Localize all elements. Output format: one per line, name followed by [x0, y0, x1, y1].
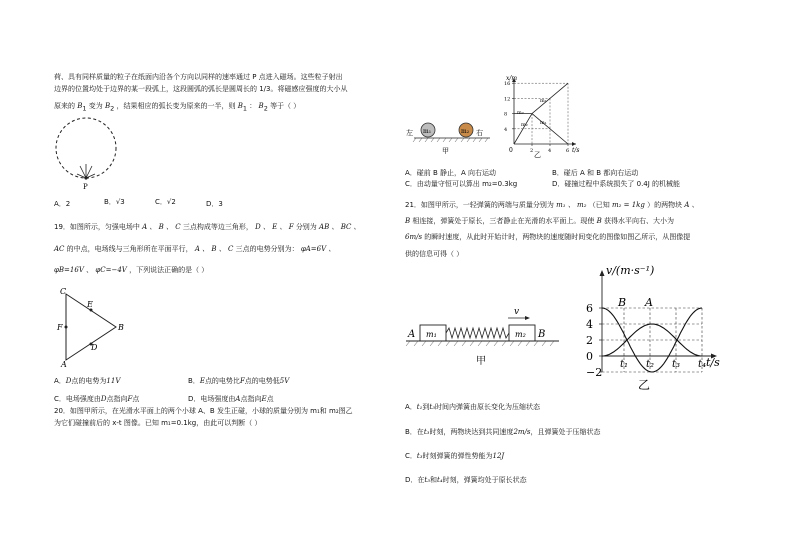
q21-x-axis-unit: t/s — [706, 356, 720, 369]
q18-option-a: A．2 — [54, 200, 71, 208]
q20-x-tick-label: 4 — [548, 148, 552, 154]
q19-point-f: F — [57, 323, 63, 332]
q21-y-axis-unit: v/(m·s⁻¹) — [606, 264, 655, 277]
q21-option-c: C．t₃时刻弹簧的弹性势能为12J — [405, 452, 505, 460]
q20-option-b: B．碰后 A 和 B 都向右运动 — [552, 169, 639, 177]
q19-text-line3: φB=16V 、 φC=−4V ，下列说法正确的是（ ） — [54, 266, 209, 274]
q21-text-line4: 供的信息可得（ ） — [405, 250, 464, 258]
q21-label-a: A — [408, 329, 416, 340]
q18-point-p-label: P — [83, 183, 88, 191]
q20-line-label-m2-before: m₂ — [517, 110, 524, 116]
q21-y-tick-label: 6 — [586, 302, 593, 315]
q20-option-c: C．由动量守恒可以算出 m₂=0.3kg — [405, 180, 518, 188]
q18-option-d: D．3 — [206, 200, 223, 208]
q20-text-line1: 20．如图甲所示，在光滑水平面上的两个小球 A、B 发生正碰，小球的质量分别为 m₁和 m₂图乙 — [54, 407, 353, 415]
q19-point-d: D — [91, 343, 98, 352]
q20-origin-label: 0 — [509, 147, 513, 154]
q18-option-c: C．√2 — [155, 198, 176, 206]
q18-option-b: B．√3 — [104, 198, 125, 206]
q20-x-tick-label: 2 — [530, 148, 534, 154]
q21-y-tick-label: 4 — [586, 318, 593, 331]
q19-point-e: E — [87, 300, 93, 309]
q21-y-tick-label: 0 — [586, 350, 593, 363]
q21-option-d: D．在t₃和t₄时刻，弹簧均处于原长状态 — [405, 476, 527, 484]
q20-y-axis-unit: x/m — [506, 75, 518, 82]
q21-y-tick-label: −2 — [586, 366, 603, 379]
q20-label-yi: 乙 — [534, 151, 541, 159]
q19-vertex-b: B — [118, 323, 124, 332]
q18-text-line3: 原来的 $B_1$ 变为 $B_2$ ，结果相应的弧长变为原来的一半，则 $B_1$ ： $B_2$ 等于（ ） — [54, 102, 301, 113]
q20-y-tick-label: 12 — [504, 96, 511, 103]
q20-ball-m2-label: m₂ — [461, 128, 470, 135]
q19-option-b: B．E点的电势比F点的电势低5V — [188, 377, 290, 385]
q20-xt-graph — [494, 74, 584, 158]
q19-triangle-figure — [56, 286, 136, 368]
q21-text-line3: 6m/s 的瞬时速度，从此时开始计时，两物块的速度随时间变化的图像如图乙所示，从图像提 — [405, 233, 691, 241]
q21-x-tick-label: t₂ — [646, 359, 655, 370]
q19-option-c: C．电场强度由D点指向F点 — [54, 395, 140, 403]
q21-curve-label-b: B — [618, 296, 627, 309]
q20-y-tick-label: 8 — [504, 111, 508, 118]
q20-label-jia: 甲 — [442, 147, 449, 155]
q21-text-line2: B 相连接，弹簧处于原长，三者静止在光滑的水平面上。现使 B 获得水平向右、大小为 — [405, 217, 675, 225]
q20-x-axis-unit: t/s — [572, 147, 580, 154]
q21-figure-jia — [404, 300, 564, 368]
q20-left-label: 左 — [406, 129, 413, 137]
q19-text-line1: 19．如图所示，匀强电场中 A 、 B 、 C 三点构成等边三角形， D 、 E 、 F 分别为 AB 、 BC 、 — [54, 223, 361, 231]
q21-vt-graph — [574, 260, 734, 392]
q20-option-a: A．碰前 B 静止，A 向右运动 — [405, 169, 497, 177]
q19-vertex-c: C — [60, 287, 67, 296]
q21-velocity-label: v — [514, 307, 520, 317]
q20-y-tick-label: 4 — [504, 126, 508, 133]
q20-line-label-m1-before: m₁ — [540, 98, 547, 104]
q18-text-line2: 边界的位置均处于边界的某一段弧上，这段圆弧的弧长是圆周长的 1/3。将磁感应强度的大小从 — [54, 85, 348, 93]
q19-vertex-a: A — [61, 360, 67, 369]
q21-curve-label-a: A — [645, 296, 653, 309]
q21-label-b: B — [538, 329, 546, 340]
q21-option-b: B．在t₃时刻，两物块达到共同速度2m/s，且弹簧处于压缩状态 — [405, 428, 601, 436]
q19-option-a: A．D点的电势为11V — [54, 377, 121, 385]
q19-text-line2: AC 的中点，电场线与三角形所在平面平行， A 、 B 、 C 三点的电势分别为： φA=6V 、 — [54, 245, 336, 253]
q20-figure-jia — [404, 118, 496, 158]
q21-x-tick-label: t₁ — [620, 359, 629, 370]
q20-line-label-m2-after: m₂ — [521, 122, 528, 128]
q20-option-d: D．碰撞过程中系统损失了 0.4J 的机械能 — [552, 180, 681, 188]
q21-option-a: A．t₁到t₃时间内弹簧由原长变化为压缩状态 — [405, 403, 541, 411]
q20-ball-m1-label: m₁ — [423, 128, 432, 135]
q20-line-label-m1-after: m₁ — [540, 120, 547, 126]
q21-label-jia: 甲 — [476, 356, 486, 367]
q21-text-line1: 21．如图甲所示，一轻弹簧的两端与质量分别为 m₁ 、 m₂ （已知 m₂ = 1kg ）的两物块 A 、 — [405, 201, 699, 209]
q20-y-tick-label: 16 — [504, 81, 511, 88]
q21-block-m1-label: m₁ — [426, 330, 437, 339]
q21-x-tick-label: t₄ — [698, 359, 707, 370]
q19-option-d: D．电场强度由A点指向E点 — [188, 395, 274, 403]
q18-text-line1: 荷、具有同样质量的粒子在纸面内沿各个方向以同样的速率通过 P 点进入磁场。这些粒子射出 — [54, 73, 343, 81]
q21-x-tick-label: t₃ — [672, 359, 681, 370]
q21-y-tick-label: 2 — [586, 334, 593, 347]
q18-circle-figure — [50, 118, 130, 194]
q21-block-m2-label: m₂ — [515, 330, 526, 339]
q20-x-tick-label: 6 — [566, 148, 570, 154]
q20-right-label: 右 — [476, 129, 483, 137]
q20-text-line2: 为它们碰撞前后的 x-t 图像。已知 m₁=0.1kg，由此可以判断（ ） — [54, 419, 262, 427]
q21-label-yi: 乙 — [638, 378, 651, 392]
